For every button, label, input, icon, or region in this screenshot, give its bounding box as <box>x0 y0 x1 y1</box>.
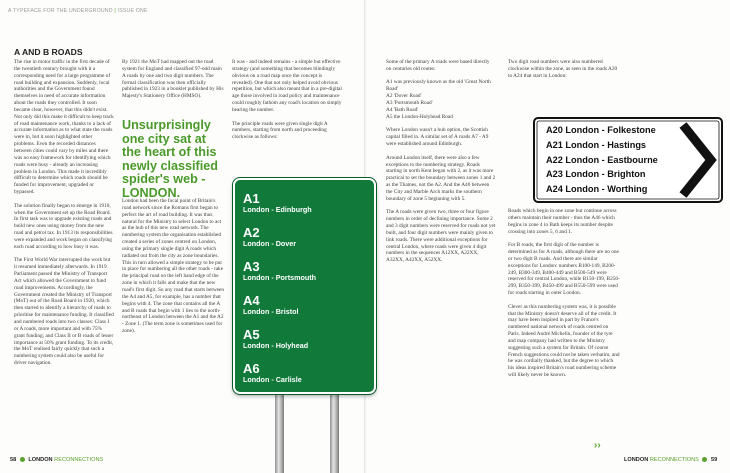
white-sign-route: A24 London - Worthing <box>546 184 648 195</box>
green-road-sign-illustration <box>226 170 384 473</box>
section-heading: A AND B ROADS <box>14 47 83 57</box>
sign-route <box>243 226 296 249</box>
column-4 <box>386 59 496 451</box>
column-2-top <box>122 59 226 115</box>
route-destination: London - Edinburgh <box>243 205 312 214</box>
list-item: A4 'Bath Road' <box>386 106 419 113</box>
column-2-bottom <box>122 198 226 452</box>
route-destination: London - Dover <box>243 239 297 248</box>
route-destination: London - Bristol <box>243 307 299 316</box>
paragraph: By 1921 the MoT had mapped out the road system for England and classified 97-odd main A roads by one and two digit numbers. The formal classification was then officially published in 1923 in a booklet published by His Majesty's Stationery Office (HMSO). <box>122 59 224 100</box>
sign-route <box>243 192 312 215</box>
header-issue: ISSUE ONE <box>117 8 148 14</box>
paragraph: Roads which begin in one zone but continue across others maintain their number - thus the A46 which begins in zone 4 in Bath keeps its number despite crossing into zones 5, 6 and 1. <box>508 208 617 235</box>
footer-brand-suffix: RECONNECTIONS <box>54 457 104 463</box>
sign-route <box>243 260 316 283</box>
paragraph: Around London itself, there were also a few exceptions to the numbering strategy. Roads starting in north Kent began with 2, as it was more practical to set the boundary between zones 1 and 2 as the Thames, not the A2. And the A40 between the City and Marble Arch marks the southern boundary of zone 5 beginning with 5. <box>386 154 496 202</box>
sign-route <box>243 294 299 317</box>
header-title: A TYPEFACE FOR THE UNDERGROUND <box>8 8 113 14</box>
route-destination: London - Portsmouth <box>243 273 317 282</box>
paragraph: Clever as this numbering system was, it is possible that the Ministry doesn't deserve all of the credit. It may have been inspired in part by France's numbered national network of roads centred on Paris. Indeed André Michelin, founder of the tyre and map company had written to the Ministry suggesting such a system for Britain. Of course French suggestions could not be taken verbatim, and he was cordially thanked, but the degree to which his ideas inspired Britain's road numbering scheme will likely never be known. <box>508 303 620 379</box>
white-sign-routes <box>546 123 658 197</box>
column-3 <box>232 59 342 171</box>
route-number: A6 <box>243 361 260 376</box>
list-item: A5 the London-Holyhead Road <box>386 113 453 120</box>
page-number: 59 <box>711 457 718 463</box>
list-item: A3 'Portsmouth Road' <box>386 100 433 107</box>
header-separator: | <box>114 8 118 14</box>
list-item: A1 was previously known as the old 'Great North Road' <box>386 79 491 93</box>
footer-right <box>624 457 717 463</box>
paragraph: The A roads were given two, three or four figure numbers in order of declining importance. Some 2 and 3 digit numbers were reserved for roads not yet built, and four digit numbers were mainly given to link roads. There were additional exceptions for central London, where roads were given 4 digit numbers in the sequences A12XX, A22XX, A32XX, A42XX, A52XX. <box>386 209 496 264</box>
route-number: A3 <box>243 259 260 274</box>
paragraph: It was - and indeed remains - a simple but effective strategy (and something that becomes blindingly obvious on a road map once the concept is revealed). One that not only helped avoid obvious repetition, but which also meant that in a pre-digital age those involved in road policy and maintenance could roughly fathom any road's location on simply hearing the number. <box>232 59 342 113</box>
paragraph: The First World War interrupted the work but it resumed immediately afterwards. In 1919 Parliament passed the Ministry of Transport Act which allowed the Government to fund road improvements. Accordingly, the Government created the Ministry of Transport (MoT) out of the Road Board in 1920, which then started to identify a hierarchy of roads to prioritise for maintenance funding. It classified and numbered roads into two classes: Class I or A roads, more important and with 75% grant funding; and Class II or B roads of lesser importance at 50% grant funding. To its credit, the MoT realised fairly quickly that such a numbering system could also be useful for driver navigation. <box>14 257 114 367</box>
white-sign-route: A22 London - Eastbourne <box>546 154 658 165</box>
column-5-bottom <box>508 208 620 444</box>
green-road-sign <box>233 178 376 394</box>
list-item: A2 'Dover Road' <box>386 93 422 100</box>
footer-brand-suffix: RECONNECTIONS <box>649 457 699 463</box>
footer-brand: LONDON <box>28 457 53 463</box>
page-number: 58 <box>10 457 17 463</box>
sign-route <box>243 362 302 385</box>
brand-leaf-icon <box>702 457 707 462</box>
route-number: A5 <box>243 327 260 342</box>
paragraph: Two digit road numbers were also numbered clockwise within the zone, as seen in the roads A20 to A24 that start in London: <box>508 59 618 79</box>
white-sign-route: A20 London - Folkestone <box>546 125 656 135</box>
brand-leaf-icon <box>20 457 25 462</box>
paragraph: The principle roads were given single digit A numbers, starting from north and proceeding clockwise as follows: <box>232 120 328 141</box>
route-destination: London - Carlisle <box>243 375 302 384</box>
route-number: A4 <box>243 293 260 308</box>
footer-left <box>10 457 103 463</box>
footer-brand: LONDON <box>624 457 649 463</box>
route-number: A2 <box>243 225 260 240</box>
pull-quote: Unsurprisingly one city sat at the heart of this newly classified spider's web - LONDON. <box>122 118 218 200</box>
paragraph: Where London wasn't a hub option, the Scottish capital filled in. A similar set of A roads A7 - A9 were established around Edinburgh. <box>386 127 489 148</box>
paragraph: The solution finally began to emerge in 1910, when the Government set up the Road Board. In first task was to upgrade existing roads and build new ones using money from the new road and petrol tax. In 1913 its responsibilities were expanded and work began on classifying each road according to how busy it was. <box>14 202 113 250</box>
route-destination: London - Holyhead <box>243 341 309 350</box>
paragraph: London had been the focal point of Britain's road network since the Romans first began to perfect the art of road building. It was thus natural for the Ministry to select London to act as the hub of this new road network. The numbering system the organisation established created a series of zones centred on London, using the primary single digit A roads which radiated out from the city as zone boundaries. This in turn allowed a simple strategy to be put in place for numbering all the other roads - take the principal road on the left hand edge of the zone in which it falls and make that the new road's first digit. So any road that starts between the A4 and A5, for example, has a number that begins with 4. The zone that contains all the A and B roads that begin with 1 lies to the north-northeast of London between the A1 and the A2 - Zone 1. (The term zone is sometimes used for zone). <box>122 198 225 335</box>
column-1 <box>14 59 114 451</box>
column-5-top <box>508 59 620 117</box>
running-header <box>8 8 148 14</box>
white-sign-route: A23 London - Brighton <box>546 169 646 180</box>
white-road-sign-illustration <box>533 117 723 203</box>
continue-chevron-icon: ›› <box>594 440 601 451</box>
road-origin-list <box>386 79 496 120</box>
sign-route <box>243 328 308 351</box>
paragraph: For B roads, the first digit of the number is determined as for A roads, although there are no one or two digit B roads. And there are similar exceptions for London: numbers B100-149, B200-249, B300-349, B400-449 and B500-549 were reserved for central London, while B150-199, B250-299, B350-399, B450-499 and B550-599 were used for roads starting in outer London. <box>508 242 620 297</box>
white-sign-route: A21 London - Hastings <box>546 139 647 150</box>
route-number: A1 <box>243 191 260 206</box>
paragraph: The rise in motor traffic in the first decade of the twentieth century brought with it a corresponding need for a large programme of road building and expansion. Suddenly, local authorities and the Government found themselves in need of accurate information about the roads they controlled. It soon became clear, however, that this didn't exist. Not only did this make it difficult to keep track of road maintenance work, thanks to a lack of accurate information as to what state the roads were in, but it soon highlighted other problems. Even the recorded distances between cities could vary by miles and there was no easy framework for identifying which roads were busy - already an increasing problem in London. This made it incredibly difficult to determine which roads should be funded for improvement, upgraded or bypassed. <box>14 59 114 196</box>
paragraph: Some of the primary A roads were based directly on centuries old routes: <box>386 59 490 72</box>
